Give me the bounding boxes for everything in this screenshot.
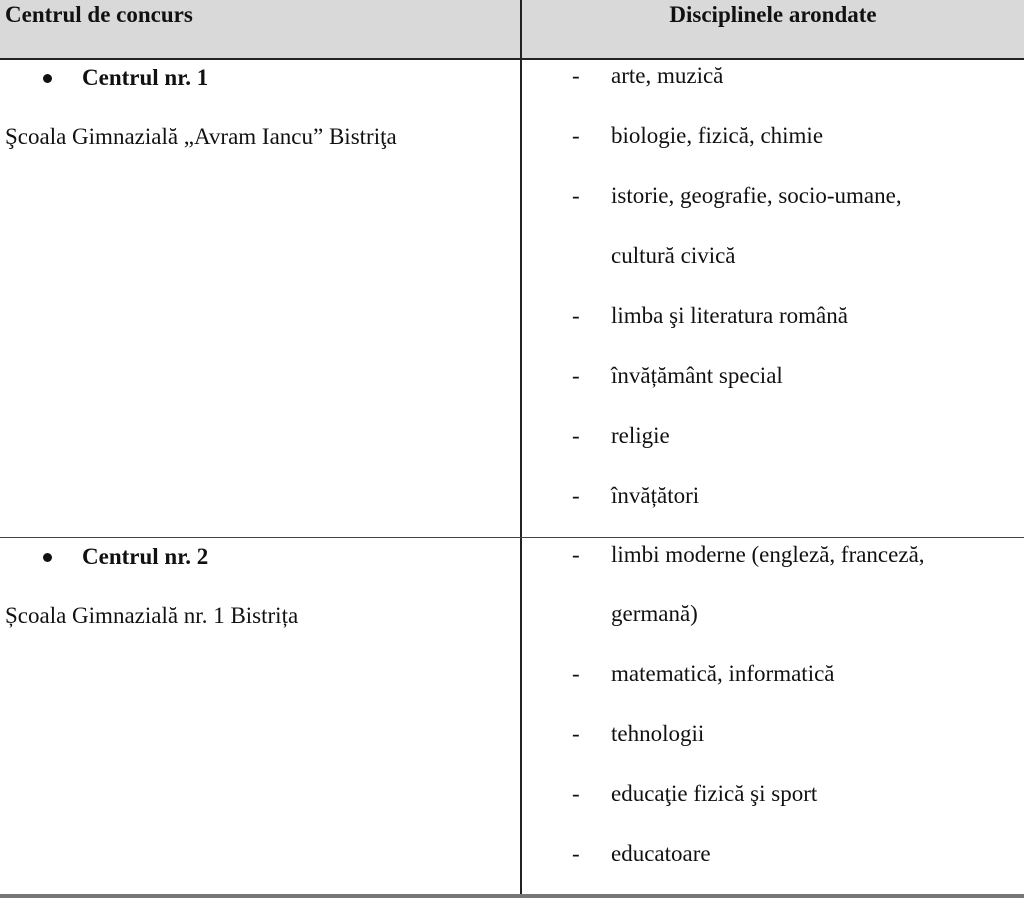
school-name: Școala Gimnazială nr. 1 Bistrița — [5, 603, 299, 628]
dash-marker: - — [572, 363, 580, 388]
discipline-text: religie — [611, 423, 670, 448]
table-bottom-border — [0, 894, 1024, 898]
discipline-text: germană) — [611, 601, 698, 626]
dash-marker: - — [572, 123, 580, 148]
school-name: Şcoala Gimnazială „Avram Iancu” Bistriţa — [5, 124, 397, 149]
discipline-text: limbi moderne (engleză, franceză, — [611, 542, 925, 567]
center-title: Centrul nr. 1 — [82, 65, 209, 90]
discipline-text: învățători — [611, 483, 700, 508]
dash-marker: - — [572, 661, 580, 686]
column-divider — [520, 0, 522, 896]
dash-marker: - — [572, 721, 580, 746]
discipline-text: limba şi literatura română — [611, 303, 848, 328]
row-divider — [0, 537, 1024, 538]
dash-marker: - — [572, 841, 580, 866]
dash-marker: - — [572, 483, 580, 508]
discipline-text: istorie, geografie, socio-umane, — [611, 183, 902, 208]
dash-marker: - — [572, 63, 580, 88]
bullet-icon — [43, 74, 52, 83]
discipline-text: învățământ special — [611, 363, 783, 388]
header-centrul-de-concurs: Centrul de concurs — [5, 2, 193, 27]
discipline-text: educatoare — [611, 841, 711, 866]
dash-marker: - — [572, 423, 580, 448]
discipline-text: educaţie fizică şi sport — [611, 781, 818, 806]
table-header — [0, 0, 1024, 60]
center-title: Centrul nr. 2 — [82, 544, 209, 569]
dash-marker: - — [572, 542, 580, 567]
discipline-text: cultură civică — [611, 243, 736, 268]
dash-marker: - — [572, 303, 580, 328]
discipline-text: biologie, fizică, chimie — [611, 123, 824, 148]
header-disciplinele-arondate: Disciplinele arondate — [669, 2, 877, 27]
discipline-text: tehnologii — [611, 721, 705, 746]
bullet-icon — [43, 553, 52, 562]
dash-marker: - — [572, 781, 580, 806]
discipline-text: matematică, informatică — [611, 661, 835, 686]
dash-marker: - — [572, 183, 580, 208]
discipline-text: arte, muzică — [611, 63, 724, 88]
